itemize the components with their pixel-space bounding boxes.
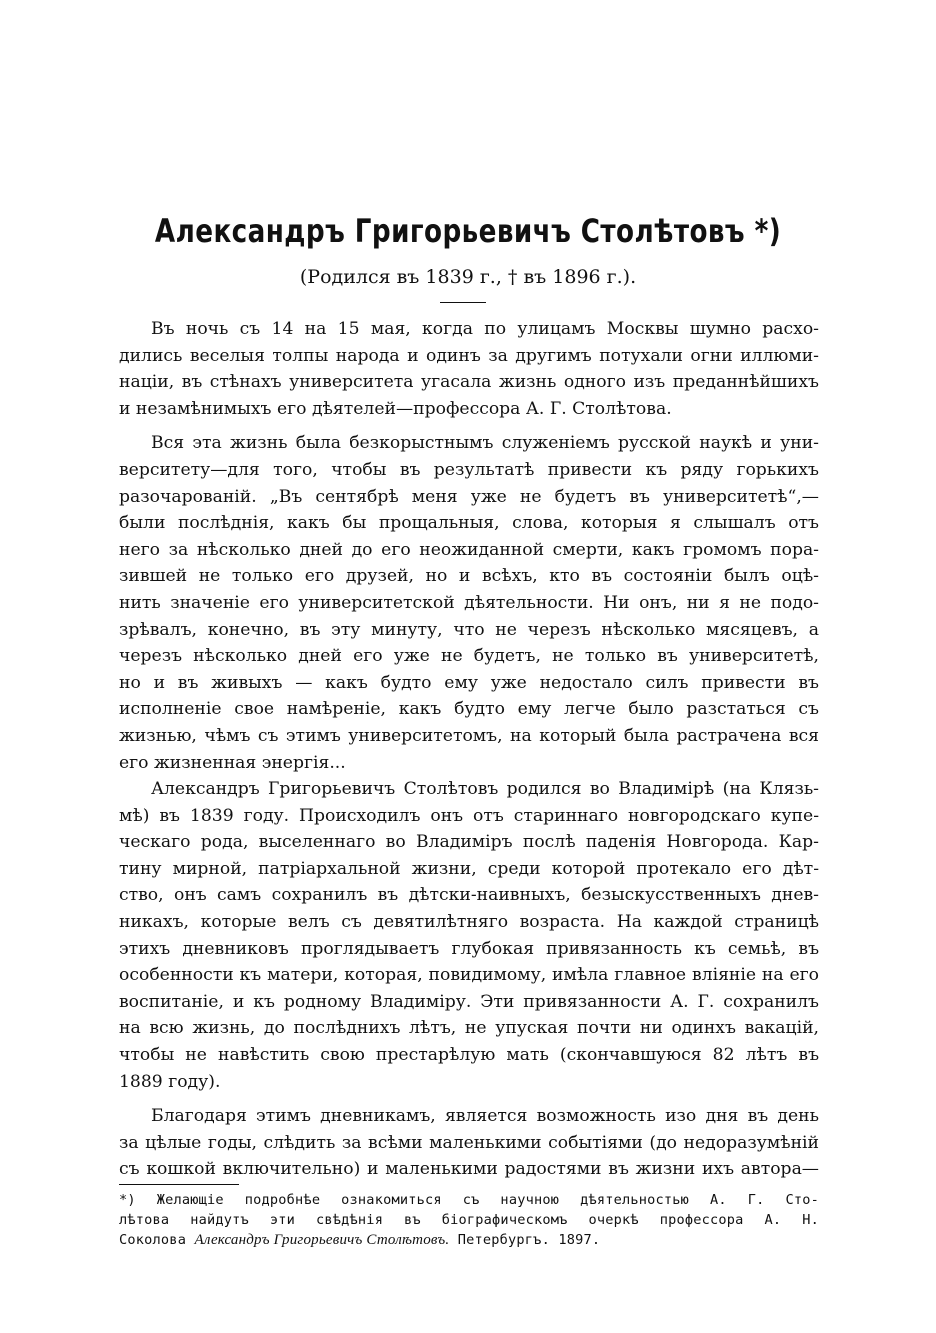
body-line: черезъ нѣсколько дней его уже не будетъ, не только въ университетѣ,	[119, 646, 819, 667]
body-line: жизнью, чѣмъ съ этимъ университетомъ, на который была растрачена вся	[119, 725, 819, 746]
footnote-text: Петербургъ. 1897.	[449, 1232, 601, 1248]
body-line: его жизненная энергія...	[119, 752, 346, 773]
body-line: Александръ Григорьевичъ Столѣтовъ родился во Владимірѣ (на Клязь-	[151, 779, 819, 800]
footnote-divider	[119, 1184, 239, 1185]
body-line: 1889 году).	[119, 1071, 221, 1092]
article-body	[119, 316, 819, 1183]
body-line: верситету—для того, чтобы въ результатѣ привести къ ряду горькихъ	[119, 459, 819, 480]
body-line: Въ ночь съ 14 на 15 мая, когда по улицамъ Москвы шумно расхо-	[151, 319, 819, 339]
body-line: разочарованій. „Въ сентябрѣ меня уже не будетъ въ университетѣ“,—	[119, 486, 819, 507]
body-line: Благодаря этимъ дневникамъ, является возможность изо дня въ день	[151, 1106, 819, 1127]
body-line: исполненіе свое намѣреніе, какъ будто ему легче было разстаться съ	[119, 699, 819, 720]
body-line: чтобы не навѣстить свою престарѣлую мать (скончавшуюся 82 лѣтъ въ	[119, 1045, 819, 1066]
body-line: зрѣвалъ, конечно, въ эту минуту, что не черезъ нѣсколько мясяцевъ, а	[119, 619, 819, 640]
body-line: особенности къ матери, которая, повидимому, имѣла главное вліяніе на его	[119, 965, 819, 986]
footnote-line: лѣтова найдутъ эти свѣдѣнія въ біографическомъ очеркѣ профессора А. Н.	[119, 1212, 819, 1228]
footnote	[119, 1190, 819, 1250]
body-line: дились веселыя толпы народа и одинъ за другимъ потухали огни иллюми-	[119, 345, 819, 366]
body-line: ческаго рода, выселеннаго во Владиміръ послѣ паденія Новгорода. Кар-	[119, 832, 819, 853]
footnote-line: *) Желающіе подробнѣе ознакомиться съ научною дѣятельностью А. Г. Сто-	[119, 1192, 819, 1208]
body-line: тину мирной, патріархальной жизни, среди которой протекало его дѣт-	[119, 858, 819, 879]
body-line: никахъ, которые велъ съ девятилѣтняго возраста. На каждой страницѣ	[119, 912, 819, 933]
body-line: на всю жизнь, до послѣднихъ лѣтъ, не упуская почти ни одинхъ вакацій,	[119, 1018, 819, 1039]
body-line: нить значеніе его университетской дѣятельности. Ни онъ, ни я не подо-	[119, 592, 819, 613]
paragraph-gap	[119, 1095, 819, 1103]
body-line: съ кошкой включительно) и маленькими радостями въ жизни ихъ автора—	[119, 1159, 819, 1180]
paragraph-gap	[119, 422, 819, 430]
body-line: этихъ дневниковъ проглядываетъ глубокая привязанность къ семьѣ, въ	[119, 938, 819, 959]
body-line: за цѣлые годы, слѣдить за всѣми маленькими событіями (до недоразумѣній	[119, 1132, 819, 1153]
body-line: и незамѣнимыхъ его дѣятелей—профессора А. Г. Столѣтова.	[119, 398, 672, 419]
page-title: Александръ Григорьевичъ Столѣтовъ *)	[154, 212, 782, 250]
body-line: націи, въ стѣнахъ университета угасала жизнь одного изъ преданнѣйшихъ	[119, 372, 819, 393]
body-line: ство, онъ самъ сохранилъ въ дѣтски-наивныхъ, безыскусственныхъ днев-	[119, 885, 819, 906]
title-divider	[440, 302, 486, 303]
body-line: но и въ живыхъ — какъ будто ему уже недостало силъ привести въ	[119, 672, 819, 693]
body-line: воспитаніе, и къ родному Владиміру. Эти привязанности А. Г. сохранилъ	[119, 991, 819, 1012]
body-line: были послѣднія, какъ бы прощальныя, слова, которыя я слышалъ отъ	[119, 513, 819, 534]
body-line: него за нѣсколько дней до его неожиданной смерти, какъ громомъ пора-	[119, 539, 819, 560]
body-line: зившей не только его друзей, но и всѣхъ, кто въ состояніи былъ оцѣ-	[119, 566, 819, 587]
body-line: мѣ) въ 1839 году. Происходилъ онъ отъ стариннаго новгородскаго купе-	[119, 805, 819, 826]
page-subtitle: (Родился въ 1839 г., † въ 1896 г.).	[299, 266, 637, 288]
footnote-text: Соколова	[119, 1232, 195, 1248]
footnote-line	[119, 1230, 819, 1250]
body-line: Вся эта жизнь была безкорыстнымъ служеніемъ русской наукѣ и уни-	[151, 433, 819, 454]
footnote-book-title: Александръ Григорьевичъ Столѣтовъ.	[194, 1232, 450, 1248]
